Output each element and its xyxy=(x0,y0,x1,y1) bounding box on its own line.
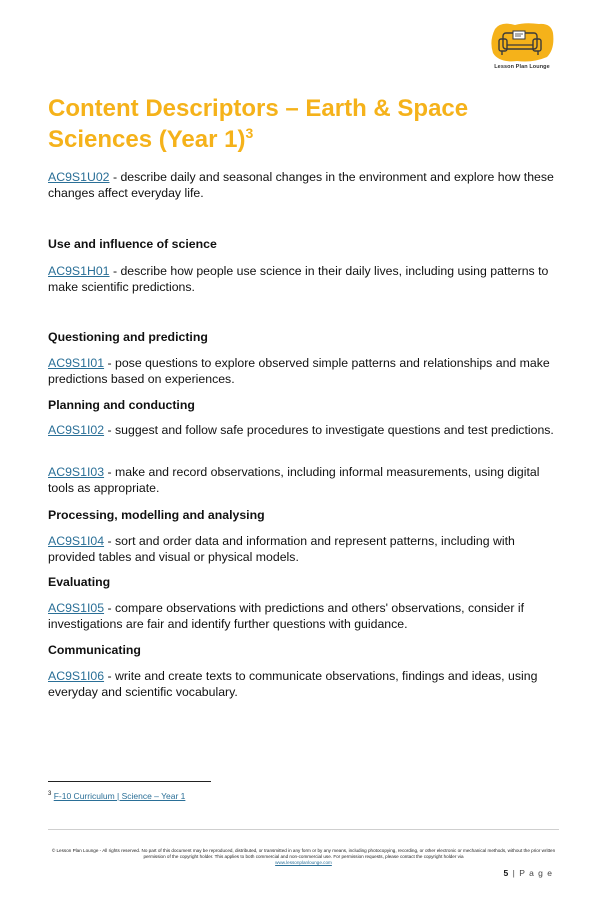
descriptor-ac9s1i05 xyxy=(48,600,558,632)
copyright-text: © Lesson Plan Lounge - All rights reserved. No part of this document may be reproduced, distributed, or transmitted in any form or by any means, including photocopying, recording, or other electronic or mechanical methods, without the prior written permission of the copyright holder. This applies to both commercial and non-commercial use. For permission requests, please contact the copyright holder via xyxy=(51,848,556,860)
footnote xyxy=(48,791,185,801)
descriptor-code-link[interactable]: AC9S1I06 xyxy=(48,669,105,683)
page-number-value: 5 xyxy=(503,868,510,878)
lesson-plan-lounge-logo xyxy=(489,21,555,73)
section-heading-communicating: Communicating xyxy=(48,643,141,657)
section-heading-processing: Processing, modelling and analysing xyxy=(48,508,265,522)
page-title xyxy=(48,93,548,155)
descriptor-text: - write and create texts to communicate observations, findings and ideas, using everyday and scientific vocabulary. xyxy=(48,669,538,699)
descriptor-code-link[interactable]: AC9S1I02 xyxy=(48,423,105,437)
copyright-notice xyxy=(48,848,559,867)
section-heading-evaluating: Evaluating xyxy=(48,575,111,589)
intro-descriptor xyxy=(48,169,558,201)
title-text: Content Descriptors – Earth & Space Sciences (Year 1) xyxy=(48,95,469,153)
descriptor-ac9s1i04 xyxy=(48,533,558,565)
descriptor-text: - compare observations with predictions and others' observations, consider if investigations are fair and identify further questions with guidance. xyxy=(48,601,525,631)
descriptor-ac9s1h01 xyxy=(48,263,558,295)
logo-text: Lesson Plan Lounge xyxy=(494,64,550,70)
page-number xyxy=(504,868,553,878)
descriptor-ac9s1i02 xyxy=(48,422,558,438)
descriptor-code-link[interactable]: AC9S1I01 xyxy=(48,356,105,370)
descriptor-text: - describe how people use science in their daily lives, including using patterns to make scientific predictions. xyxy=(48,264,549,294)
section-heading-planning: Planning and conducting xyxy=(48,398,195,412)
page-label: | P a g e xyxy=(512,868,553,878)
descriptor-code-link[interactable]: AC9S1U02 xyxy=(48,170,110,184)
website-link[interactable]: www.lessonplanlounge.com xyxy=(275,860,332,866)
footnote-divider xyxy=(48,781,211,782)
descriptor-ac9s1i06 xyxy=(48,668,558,700)
descriptor-ac9s1i01 xyxy=(48,355,558,387)
descriptor-text: - make and record observations, including informal measurements, using digital tools as appropriate. xyxy=(48,465,540,495)
descriptor-code-link[interactable]: AC9S1I05 xyxy=(48,601,105,615)
sofa-logo-icon xyxy=(489,21,555,65)
footnote-link[interactable]: F-10 Curriculum | Science – Year 1 xyxy=(53,791,186,801)
section-heading-use-and-influence: Use and influence of science xyxy=(48,237,217,251)
title-footnote-ref: 3 xyxy=(245,125,254,141)
descriptor-text: - pose questions to explore observed simple patterns and relationships and make predictions based on experiences. xyxy=(48,356,550,386)
descriptor-text: - describe daily and seasonal changes in the environment and explore how these changes affect everyday life. xyxy=(48,170,554,200)
descriptor-code-link[interactable]: AC9S1H01 xyxy=(48,264,110,278)
descriptor-text: - sort and order data and information and represent patterns, including with provided tables and visual or physical models. xyxy=(48,534,515,564)
descriptor-text: - suggest and follow safe procedures to investigate questions and test predictions. xyxy=(104,423,554,437)
descriptor-code-link[interactable]: AC9S1I04 xyxy=(48,534,105,548)
footnote-number: 3 xyxy=(48,791,52,798)
footer-divider xyxy=(48,829,559,830)
descriptor-code-link[interactable]: AC9S1I03 xyxy=(48,465,105,479)
descriptor-ac9s1i03 xyxy=(48,464,558,496)
section-heading-questioning: Questioning and predicting xyxy=(48,330,208,344)
